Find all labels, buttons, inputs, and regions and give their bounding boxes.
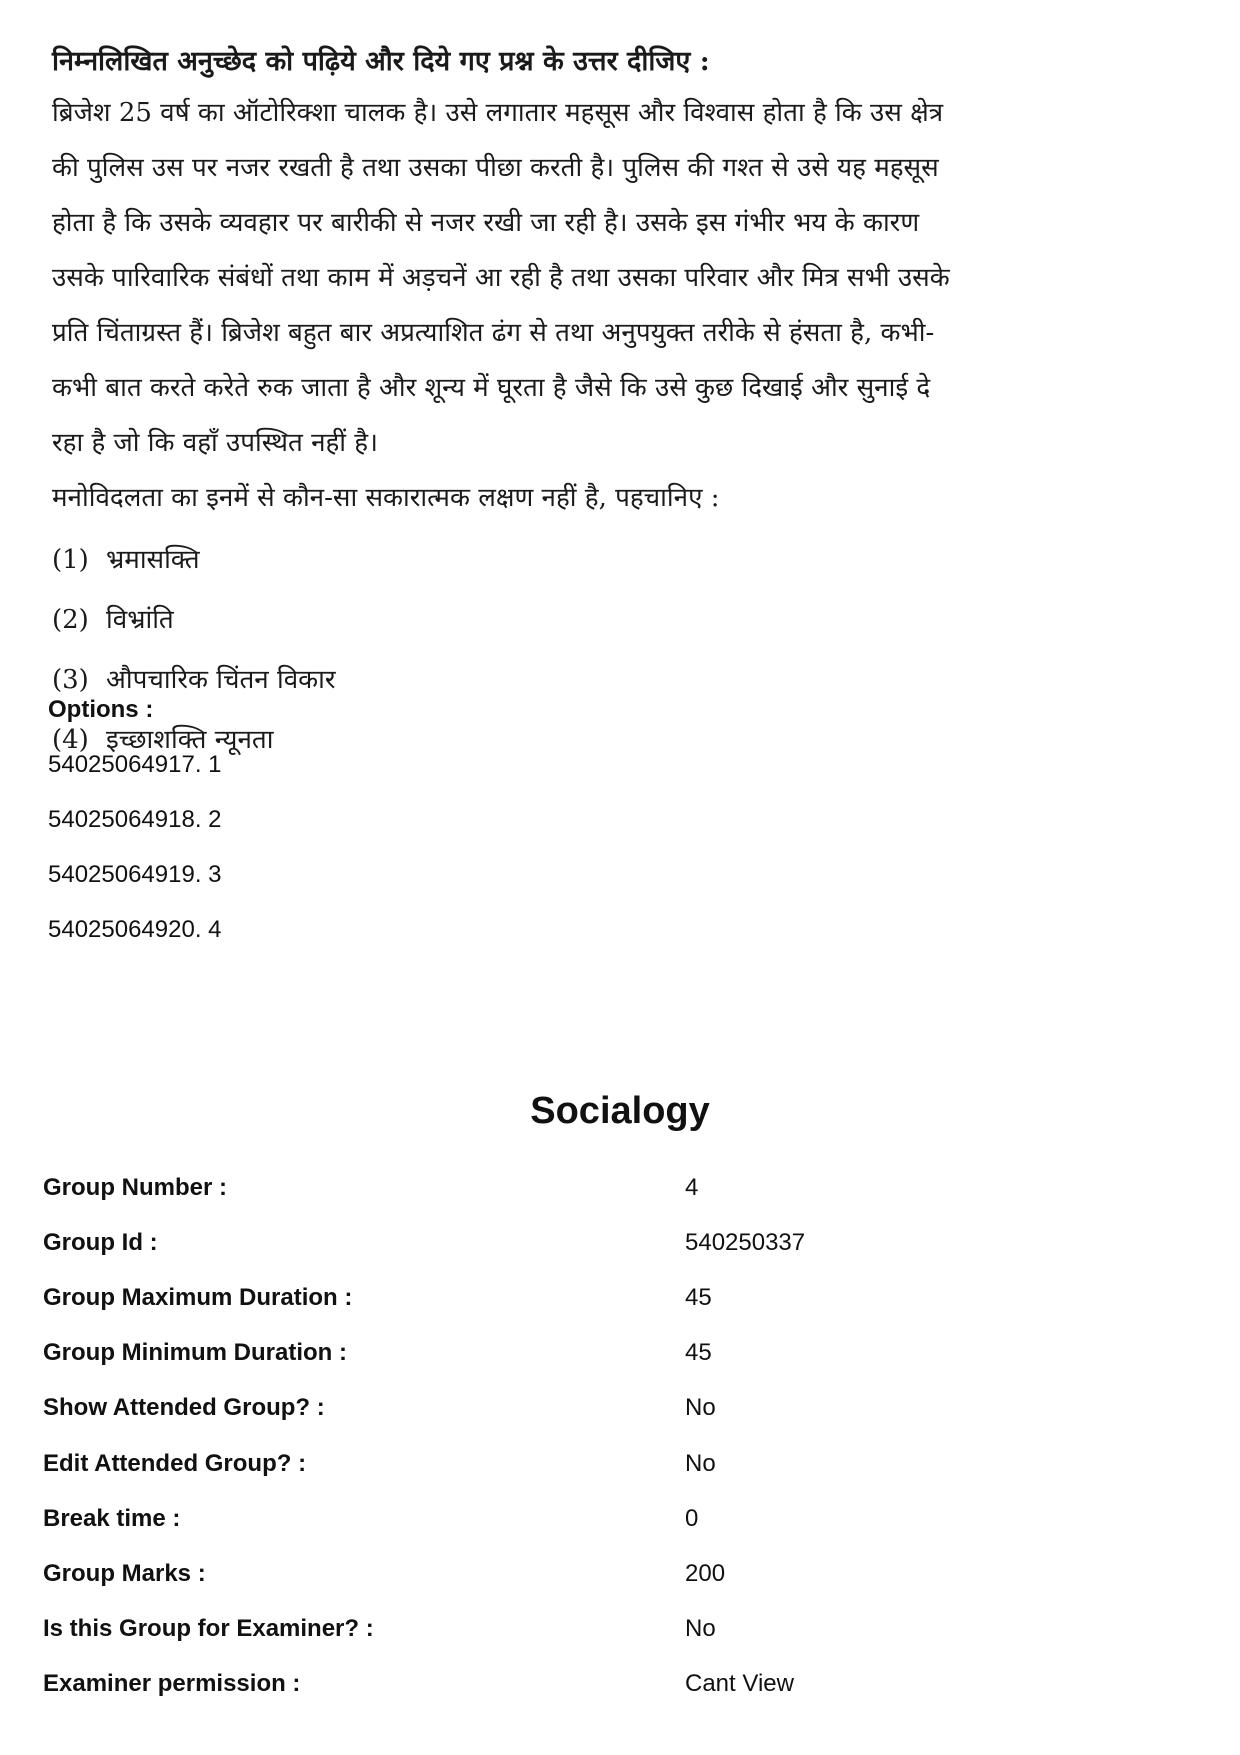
choice-text: भ्रमासक्ति: [106, 545, 200, 576]
info-row: [43, 1215, 1143, 1270]
info-label: Break time :: [43, 1504, 181, 1532]
option-item: 54025064920. 4: [48, 916, 222, 943]
info-value: No: [685, 1615, 716, 1643]
info-row: [43, 1546, 1143, 1601]
info-row: [43, 1602, 1143, 1657]
info-label: Group Number :: [43, 1173, 227, 1201]
info-label: Group Marks :: [43, 1559, 206, 1587]
question-paragraph: ब्रिजेश 25 वर्ष का ऑटोरिक्शा चालक है। उसे लगातार महसूस और विश्वास होता है कि उस क्षेत्र की पुलिस उस पर नजर रखती है तथा उसका पीछा करती है। पुलिस की गश्त से उसे यह महसूस होता है कि उसके व्यवहार पर बारीकी से नजर रखी जा रही है। उसके इस गंभीर भय के कारण उसके पारिवारिक संबंधों तथा काम में अड़चनें आ रही है तथा उसका परिवार और मित्र सभी उसके प्रति चिंताग्रस्त हैं। ब्रिजेश बहुत बार अप्रत्याशित ढंग से तथा अनुपयुक्त तरीके से हंसता है, कभी-कभी बात करते करेते रुक जाता है और शून्य में घूरता है जैसे कि उसे कुछ दिखाई और सुनाई दे रहा है जो कि वहाँ उपस्थित नहीं है।: [52, 98, 950, 459]
section-title: Socialogy: [530, 1090, 710, 1132]
info-row: [43, 1657, 1143, 1712]
info-value: 4: [685, 1173, 699, 1201]
info-label: Show Attended Group? :: [43, 1394, 325, 1422]
info-row: [43, 1436, 1143, 1491]
choice-text: इच्छाशक्ति न्यूनता: [106, 725, 274, 756]
info-label: Group Maximum Duration :: [43, 1283, 353, 1311]
question-choice: [52, 590, 952, 650]
question-heading: निम्नलिखित अनुच्छेद को पढ़िये और दिये गए प्रश्न के उत्तर दीजिए :: [52, 46, 710, 77]
question-image: [52, 40, 952, 770]
question-choice: [52, 530, 952, 590]
option-item: 54025064919. 3: [48, 861, 222, 888]
choice-text: विभ्रांति: [106, 605, 174, 636]
choice-number: (2): [52, 605, 89, 636]
info-row: [43, 1491, 1143, 1546]
info-value: 200: [685, 1559, 726, 1587]
option-item: 54025064918. 2: [48, 806, 222, 833]
info-row: [43, 1270, 1143, 1325]
info-row: [43, 1326, 1143, 1381]
info-row: [43, 1160, 1143, 1215]
info-label: Edit Attended Group? :: [43, 1449, 307, 1477]
choice-number: (3): [52, 665, 89, 696]
choice-number: (1): [52, 545, 89, 576]
choice-number: (4): [52, 725, 89, 756]
options-title: Options :: [48, 696, 154, 723]
info-label: Is this Group for Examiner? :: [43, 1615, 374, 1643]
choice-text: औपचारिक चिंतन विकार: [106, 665, 336, 696]
info-value: 0: [685, 1504, 699, 1532]
info-value: 540250337: [685, 1228, 806, 1256]
info-value: No: [685, 1449, 716, 1477]
info-value: No: [685, 1394, 716, 1422]
info-value: 45: [685, 1283, 712, 1311]
options-list: [48, 690, 222, 965]
question-prompt: मनोविदलता का इनमें से कौन-सा सकारात्मक लक्षण नहीं है, पहचानिए :: [52, 483, 720, 514]
info-row: [43, 1381, 1143, 1436]
info-label: Group Minimum Duration :: [43, 1339, 347, 1367]
info-value: Cant View: [685, 1670, 794, 1698]
info-label: Examiner permission :: [43, 1670, 301, 1698]
info-value: 45: [685, 1339, 712, 1367]
info-label: Group Id :: [43, 1228, 158, 1256]
group-info-table: [43, 1160, 1143, 1712]
option-item: 54025064917. 1: [48, 751, 222, 778]
